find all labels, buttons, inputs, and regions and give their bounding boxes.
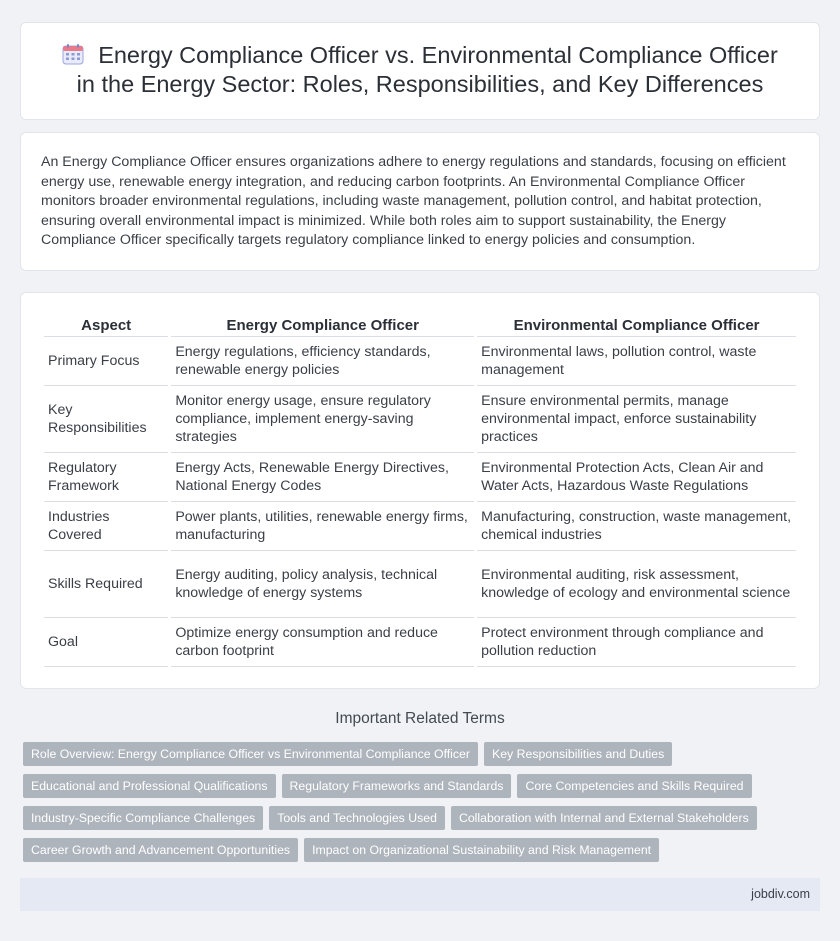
cell-energy: Monitor energy usage, ensure regulatory compliance, implement energy-saving strategies: [171, 386, 474, 453]
cell-aspect: Industries Covered: [44, 502, 168, 551]
header-aspect: Aspect: [44, 315, 168, 337]
page-title: [51, 41, 789, 99]
table-row: [44, 337, 796, 386]
cell-aspect: Skills Required: [44, 551, 168, 618]
cell-energy: Optimize energy consumption and reduce carbon footprint: [171, 618, 474, 667]
footer-bar: [20, 878, 820, 911]
table-row: [44, 453, 796, 502]
cell-environmental: Environmental Protection Acts, Clean Air and Water Acts, Hazardous Waste Regulations: [477, 453, 796, 502]
cell-aspect: Primary Focus: [44, 337, 168, 386]
table-row: [44, 618, 796, 667]
related-term-tag[interactable]: Impact on Organizational Sustainability and Risk Management: [304, 838, 659, 862]
calendar-icon: [62, 43, 84, 65]
tag-row: [23, 742, 823, 774]
intro-card: [20, 132, 820, 271]
cell-energy: Power plants, utilities, renewable energy firms, manufacturing: [171, 502, 474, 551]
related-terms-heading: Important Related Terms: [335, 710, 505, 727]
cell-environmental: Manufacturing, construction, waste management, chemical industries: [477, 502, 796, 551]
cell-environmental: Ensure environmental permits, manage environmental impact, enforce sustainability practices: [477, 386, 796, 453]
related-term-tag[interactable]: Key Responsibilities and Duties: [484, 742, 672, 766]
cell-energy: Energy auditing, policy analysis, technical knowledge of energy systems: [171, 551, 474, 618]
related-term-tag[interactable]: Core Competencies and Skills Required: [517, 774, 751, 798]
cell-aspect: Regulatory Framework: [44, 453, 168, 502]
comparison-table: [41, 315, 799, 667]
related-term-tag[interactable]: Regulatory Frameworks and Standards: [282, 774, 512, 798]
related-term-tag[interactable]: Career Growth and Advancement Opportunities: [23, 838, 298, 862]
related-term-tag[interactable]: Role Overview: Energy Compliance Officer vs Environmental Compliance Officer: [23, 742, 478, 766]
comparison-table-card: [20, 292, 820, 689]
table-row: [44, 386, 796, 453]
table-header-row: [44, 315, 796, 337]
tag-row: [23, 806, 823, 838]
cell-aspect: Key Responsibilities: [44, 386, 168, 453]
related-term-tag[interactable]: Collaboration with Internal and External Stakeholders: [451, 806, 757, 830]
table-row: [44, 551, 796, 618]
intro-paragraph: An Energy Compliance Officer ensures organizations adhere to energy regulations and standards, focusing on efficient energy use, renewable energy integration, and reducing carbon footprints. An Environmental Compliance Officer monitors broader environmental regulations, including waste management, pollution control, and habitat protection, ensuring overall environmental impact is minimized. While both roles aim to support sustainability, the Energy Compliance Officer specifically targets regulatory compliance linked to energy policies and consumption.: [41, 154, 786, 249]
tag-row: [23, 838, 823, 870]
cell-energy: Energy regulations, efficiency standards, renewable energy policies: [171, 337, 474, 386]
table-row: [44, 502, 796, 551]
tag-row: [23, 774, 823, 806]
footer-site-link[interactable]: jobdiv.com: [751, 887, 810, 901]
related-term-tag[interactable]: Industry-Specific Compliance Challenges: [23, 806, 263, 830]
related-term-tag[interactable]: Tools and Technologies Used: [269, 806, 445, 830]
header-environmental-officer: Environmental Compliance Officer: [477, 315, 796, 337]
cell-energy: Energy Acts, Renewable Energy Directives, National Energy Codes: [171, 453, 474, 502]
header-energy-officer: Energy Compliance Officer: [171, 315, 474, 337]
cell-environmental: Environmental laws, pollution control, waste management: [477, 337, 796, 386]
cell-environmental: Protect environment through compliance and pollution reduction: [477, 618, 796, 667]
page-title-text: Energy Compliance Officer vs. Environmental Compliance Officer in the Energy Sector: Roles, Responsibilities, and Key Differences: [76, 42, 778, 97]
related-terms-tags: [23, 742, 823, 870]
cell-aspect: Goal: [44, 618, 168, 667]
cell-environmental: Environmental auditing, risk assessment, knowledge of ecology and environmental science: [477, 551, 796, 618]
title-card: [20, 22, 820, 120]
related-term-tag[interactable]: Educational and Professional Qualifications: [23, 774, 276, 798]
